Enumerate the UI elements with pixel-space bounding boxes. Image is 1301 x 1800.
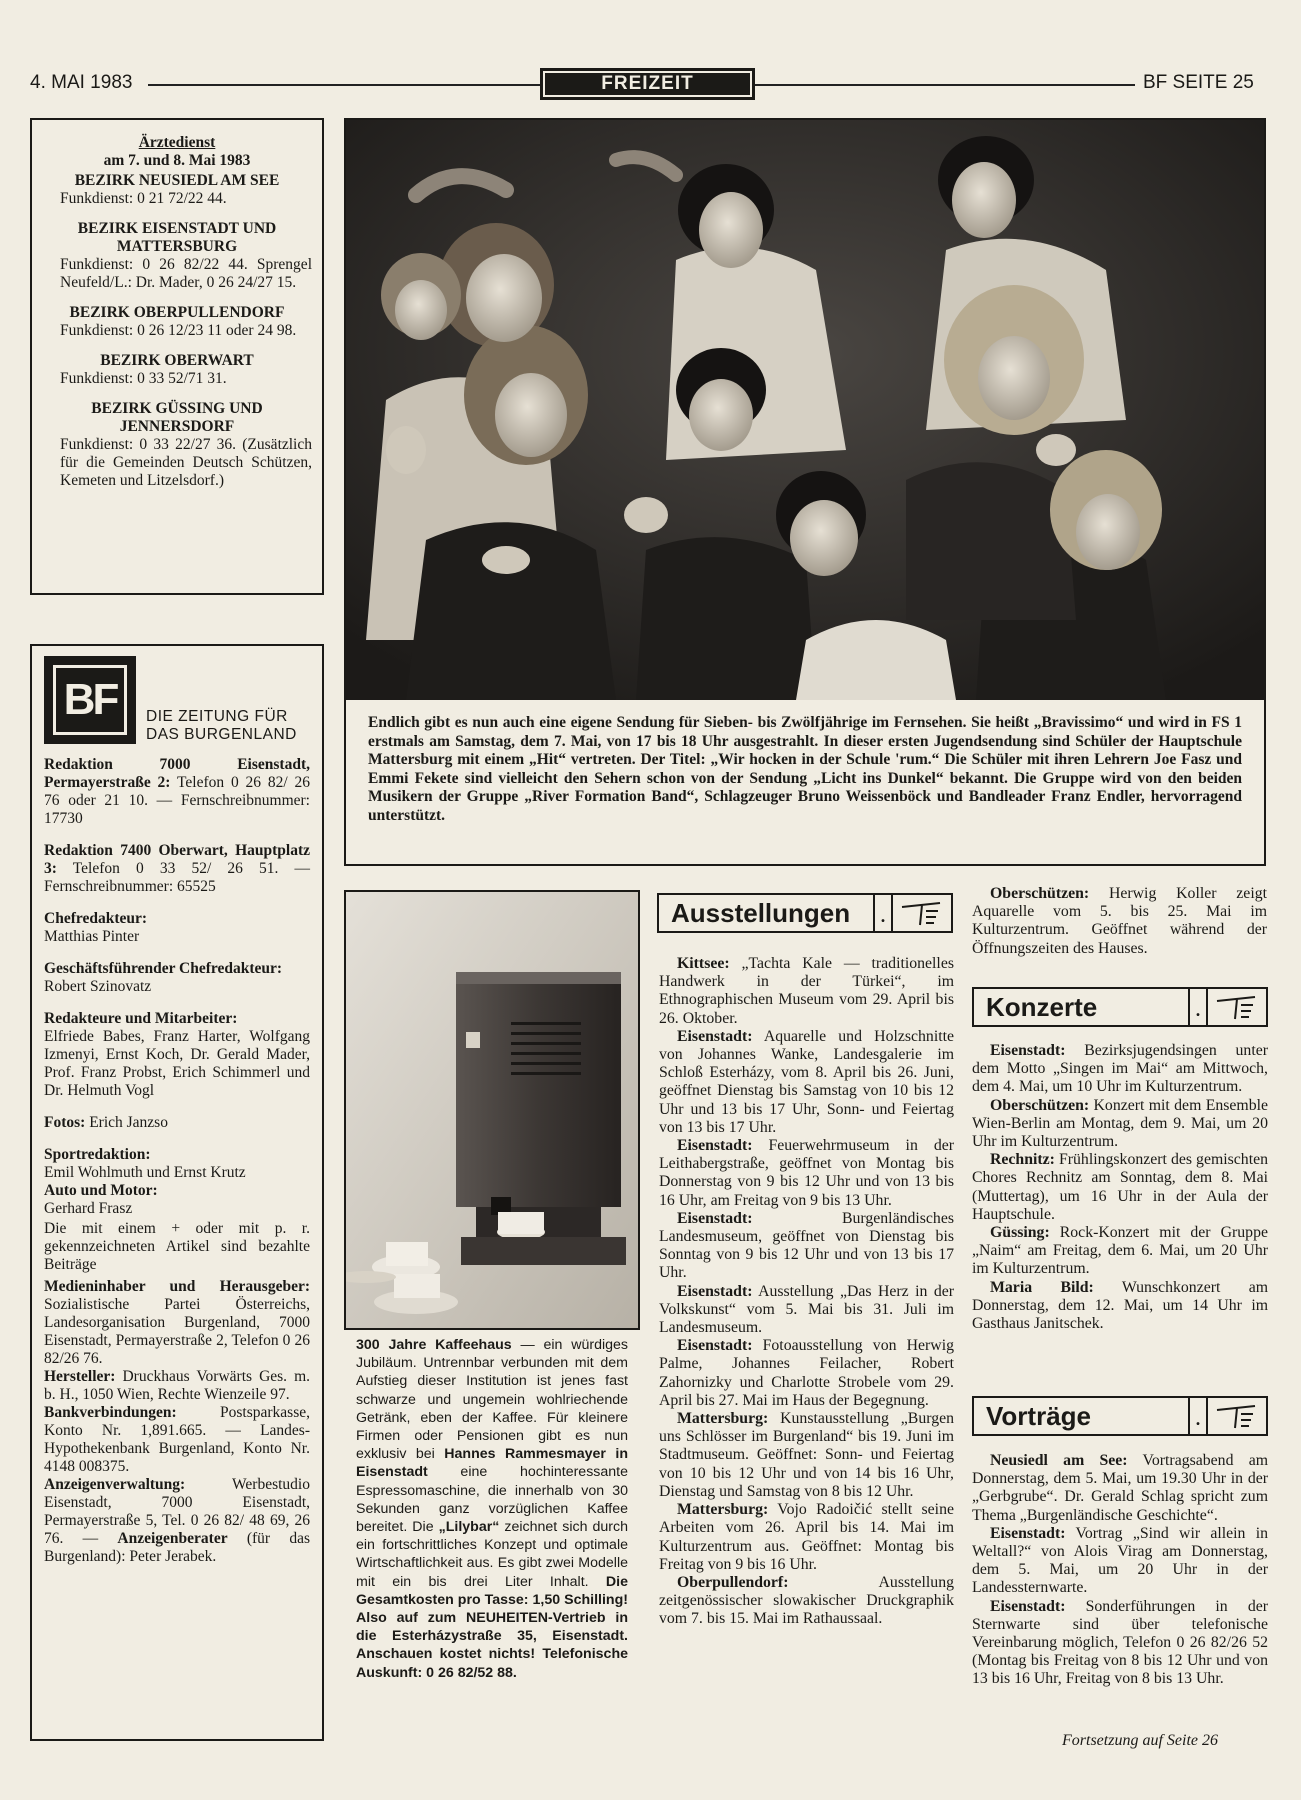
impressum-text: Gerhard Frasz: [44, 1200, 133, 1217]
rubric-dot: .: [1195, 1409, 1201, 1429]
event-item: [659, 1574, 954, 1629]
konzerte-list: [972, 1042, 1268, 1333]
aerztedienst-dates: am 7. und 8. Mai 1983: [103, 152, 251, 169]
bezirk-heading: BEZIRK EISENSTADT UND MATTERSBURG: [77, 220, 277, 255]
bf-logo-text: BF: [53, 665, 127, 735]
impressum-note: Die mit einem + oder mit p. r. gekennzeichneten Artikel sind bezahlte Beiträge: [44, 1220, 310, 1273]
event-item: [972, 885, 1267, 958]
issue-date: 4. MAI 1983: [30, 72, 133, 93]
tagline-line1: DIE ZEITUNG FÜR: [146, 708, 288, 725]
impressum-text: Telefon 0 26 82/ 26 76 oder 21 10. — Fernschreibnummer: 17730: [44, 774, 310, 827]
event-place: Mattersburg:: [677, 1501, 769, 1519]
bf-logo: [44, 656, 136, 744]
impressum-text: Emil Wohlmuth und Ernst Krutz: [44, 1164, 246, 1181]
impressum-text: Matthias Pinter: [44, 928, 140, 945]
event-item: [659, 1337, 954, 1410]
impressum-text: Postsparkasse, Konto Nr. 1,891.665. — Landes-Hypothekenbank Burgenland, Konto Nr. 4148 008375.: [44, 1404, 310, 1475]
event-place: Eisenstadt:: [677, 1137, 753, 1155]
event-text: Wunschkonzert am Donnerstag, dem 12. Mai, um 14 Uhr im Gasthaus Janitschek.: [972, 1278, 1269, 1333]
event-text: Frühlingskonzert des gemischten Chores Rechnitz am Sonntag, dem 8. Mai (Muttertag), um 16 Uhr in der Aula der Hauptschule.: [972, 1151, 1268, 1223]
impressum-label: Redakteure und Mitarbeiter:: [44, 1010, 238, 1027]
event-item: [659, 1501, 954, 1574]
kaffee-highlight: „Lilybar“: [438, 1519, 500, 1536]
event-item: [659, 1028, 954, 1137]
event-text: Ausstellung zeitgenössischer slowakischer Druckgraphik vom 7. bis 15. Mai im Rathaussaal.: [659, 1573, 954, 1628]
bezirk-heading: BEZIRK OBERWART: [100, 352, 254, 369]
main-photo-box: [344, 118, 1266, 866]
impressum-text: Erich Janzso: [89, 1114, 168, 1131]
event-text: Vojo Radoičić stellt seine Arbeiten vom 26. April bis 14. Mai im Kulturzentrum aus. Geöffnet: Montag bis Freitag von 9 bis 16 Uhr.: [659, 1501, 954, 1573]
impressum-label: Fotos:: [44, 1114, 86, 1131]
bezirk-text: Funkdienst: 0 33 52/71 31.: [60, 370, 227, 387]
event-item: [659, 1410, 954, 1501]
event-text: Vortrag „Sind wir allein in Weltall?“ von Alois Virag am Donnerstag, dem 5. Mai, um 20 Uhr in der Landessternwarte.: [972, 1524, 1268, 1597]
event-text: Feuerwehrmuseum in der Leithabergstraße, geöffnet von Montag bis Donnerstag von 9 bis 12 Uhr und von 13 bis 16 Uhr, am Freitag von 9 bis 13 Uhr.: [659, 1137, 954, 1209]
kaffee-highlight: Hannes Rammesmayer in Eisenstadt: [356, 1446, 629, 1481]
event-place: Güssing:: [990, 1224, 1050, 1242]
bezirk-text: Funkdienst: 0 26 82/22 44. Sprengel Neufeld/L.: Dr. Mader, 0 26 24/27 15.: [60, 256, 312, 291]
bezirk-heading: BEZIRK NEUSIEDL AM SEE: [74, 172, 280, 189]
impressum-label: Bankverbindungen:: [44, 1404, 177, 1421]
impressum-label: Auto und Motor:: [44, 1182, 158, 1199]
impressum-text: Druckhaus Vorwärts Ges. m. b. H., 1050 Wien, Rechte Wienzeile 97.: [44, 1368, 310, 1403]
event-place: Eisenstadt:: [677, 1337, 753, 1355]
kaffee-text: zeichnet sich durch ein fortschrittliches Konzept und optimale Wirtschaftlichkeit aus. Es gibt zwei Modelle mit ein bis drei Liter Inhalt.: [356, 1519, 629, 1590]
kaffee-ad-text: [356, 1336, 628, 1682]
impressum-label: Medieninhaber und Herausgeber:: [44, 1278, 310, 1295]
event-item: [972, 1598, 1268, 1689]
event-place: Eisenstadt:: [677, 1282, 753, 1300]
event-place: Eisenstadt:: [990, 1042, 1066, 1059]
event-place: Eisenstadt:: [990, 1524, 1066, 1542]
rubric-label: Konzerte: [974, 989, 1190, 1025]
ressort-label: [540, 68, 755, 100]
event-item: [972, 1097, 1268, 1152]
event-text: Bezirksjugendsingen unter dem Motto „Singen im Mai“ am Mittwoch, dem 4. Mai, um 10 Uhr im Kulturzentrum.: [972, 1042, 1268, 1096]
photo-illustration: [346, 120, 1264, 700]
impressum-label: Redaktion 7000 Eisenstadt, Permayerstraße 2:: [44, 756, 310, 791]
impressum-text: (für das Burgenland): Peter Jerabek.: [44, 1530, 311, 1565]
event-text: Konzert mit dem Ensemble Wien-Berlin am Montag, dem 9. Mai, um 20 Uhr im Kulturzentrum.: [972, 1096, 1269, 1151]
fortsetzung-note: Fortsetzung auf Seite 26: [1062, 1732, 1218, 1749]
impressum-text: Robert Szinovatz: [44, 978, 152, 995]
event-place: Eisenstadt:: [677, 1027, 753, 1045]
ausstellungen-continued: [972, 885, 1267, 958]
event-place: Mattersburg:: [677, 1410, 769, 1428]
tagline-line2: DAS BURGENLAND: [146, 726, 297, 743]
event-item: [972, 1452, 1268, 1525]
event-item: [972, 1151, 1268, 1224]
event-text: Fotoausstellung von Herwig Palme, Johannes Feilacher, Robert Zahornizky und Charlotte Strobele vom 29. April bis 27. Mai im Haus der Begegnung.: [659, 1337, 954, 1409]
aerztedienst-title: Ärztedienst: [138, 134, 216, 151]
impressum-text: Werbestudio Eisenstadt, 7000 Eisenstadt, Permayerstraße 5, Tel. 0 26 82/ 48 69, 26 76. —: [44, 1476, 310, 1547]
ausstellungen-rubric: [657, 893, 953, 933]
konzerte-rubric: [972, 987, 1268, 1027]
impressum-label: Geschäftsführender Chefredakteur:: [44, 960, 283, 977]
event-text: Aquarelle und Holzschnitte von Johannes Wanke, Landesgalerie im Schloß Esterházy, vom 8. April bis 26. Juni, geöffnet Dienstag bis Samstag von 10 bis 12 Uhr und 13 bis 17 Uhr, Sonn- und Feiertag von 13 bis 17 Uhr.: [659, 1027, 955, 1136]
impressum-label: Hersteller:: [44, 1368, 116, 1385]
event-place: Rechnitz:: [990, 1151, 1055, 1169]
impressum-label: Chefredakteur:: [44, 910, 148, 927]
page-number: BF SEITE 25: [1143, 72, 1254, 93]
impressum-text: Sozialistische Partei Österreichs, Landesorganisation Burgenland, 7000 Eisenstadt, Permayerstraße 2, Telefon 0 26 82/26 76.: [44, 1296, 310, 1367]
event-text: „Tachta Kale — traditionelles Handwerk in der Türkei“, im Ethnographischen Museum vom 29. April bis 26. Oktober.: [659, 955, 954, 1027]
impressum-text: Telefon 0 33 52/ 26 51. — Fernschreibnummer: 65525: [44, 860, 310, 895]
impressum-label: Anzeigenverwaltung:: [44, 1476, 186, 1493]
pointing-hand-icon: [891, 895, 951, 931]
event-item: [972, 1279, 1268, 1334]
event-text: Vortragsabend am Donnerstag, dem 5. Mai, um 19.30 Uhr in der „Gerbgrube“. Dr. Gerald Schlag spricht zum Thema „Burgenländische Geschichte“.: [972, 1452, 1269, 1524]
kaffee-headline: 300 Jahre Kaffeehaus: [356, 1337, 512, 1353]
espresso-machine-photo: [346, 892, 638, 1328]
vortraege-rubric: [972, 1396, 1268, 1436]
aerztedienst-box: [30, 118, 324, 595]
event-text: Herwig Koller zeigt Aquarelle vom 5. bis 25. Mai im Kulturzentrum. Geöffnet während der Öffnungszeiten des Hauses.: [972, 885, 1267, 957]
event-item: [659, 1137, 954, 1210]
event-place: Oberschützen:: [990, 885, 1090, 902]
pointing-hand-icon: [1206, 989, 1266, 1025]
event-place: Kittsee:: [677, 955, 730, 972]
event-item: [659, 955, 954, 1028]
children-group-photo: [346, 120, 1264, 700]
ausstellungen-list: [659, 955, 954, 1629]
bezirk-heading: BEZIRK GÜSSING UND JENNERSDORF: [91, 400, 263, 435]
event-item: [659, 1283, 954, 1338]
kaffee-text: eine hochinteressante Espressomaschine, die innerhalb von 30 Sekunden ganz vorzüglichen Kaffee bereitet. Die: [356, 1464, 628, 1536]
event-place: Oberpullendorf:: [677, 1573, 789, 1591]
event-place: Eisenstadt:: [677, 1209, 753, 1227]
bezirk-text: Funkdienst: 0 21 72/22 44.: [60, 190, 227, 207]
event-text: Sonderführungen in der Sternwarte sind über telefonische Vereinbarung möglich, Telefon 0 26 82/26 52 (Montag bis Freitag von 8 bis 12 Uhr und von 13 bis 16 Uhr, Freitag von 8 bis 13 Uhr.: [972, 1597, 1268, 1688]
event-place: Maria Bild:: [990, 1278, 1094, 1296]
event-item: [972, 1525, 1268, 1598]
rubric-dot: .: [1195, 1000, 1201, 1020]
event-place: Eisenstadt:: [990, 1597, 1066, 1615]
event-place: Neusiedl am See:: [990, 1452, 1128, 1469]
bezirk-heading: BEZIRK OBERPULLENDORF: [69, 304, 285, 321]
rubric-label: Vorträge: [974, 1398, 1190, 1434]
rubric-dot: .: [880, 906, 886, 926]
rubric-label: Ausstellungen: [659, 895, 875, 931]
event-item: [659, 1210, 954, 1283]
photo-caption-frame: [346, 700, 1264, 864]
event-item: [972, 1042, 1268, 1097]
kaffee-photo-box: [344, 890, 640, 1330]
impressum-text: Elfriede Babes, Franz Harter, Wolfgang Izmenyi, Ernst Koch, Dr. Gerald Mader, Prof. Franz Probst, Erich Schimmerl und Dr. Helmuth Vogl: [44, 1028, 310, 1099]
impressum-label: Redaktion 7400 Oberwart, Hauptplatz 3:: [44, 842, 310, 877]
kaffee-text: — ein würdiges Jubiläum. Untrennbar verbunden mit dem Aufstieg dieser Institution ist jenes fast schwarze und ungemein wohlriechende Getränk, eben der Kaffee. Für kleinere Firmen oder Pensionen gibt es nun exklusiv bei: [356, 1337, 628, 1463]
ressort-text: FREIZEIT: [545, 73, 750, 95]
header-rule-right: [755, 84, 1135, 86]
kaffee-highlight: Die Gesamtkosten pro Tasse: 1,50 Schilling! Also auf zum NEUHEITEN-Vertrieb in die Esterházystraße 35, Eisenstadt. Anschauen kostet nichts! Telefonische Auskunft: 0 26 82/52 88.: [356, 1573, 628, 1681]
event-item: [972, 1224, 1268, 1279]
impressum-box: [30, 644, 324, 1741]
event-text: Ausstellung „Das Herz in der Volkskunst“ vom 5. Mai bis 31. Juli im Landesmuseum.: [659, 1282, 955, 1337]
impressum-label: Anzeigenberater: [117, 1530, 228, 1547]
event-text: Kunstausstellung „Burgen uns Schlösser im Burgenland“ bis 19. Juni im Stadtmuseum. Geöffnet: Sonn- und Feiertag von 10 bis 12 Uhr und von 14 bis 16 Uhr, Dienstag und Samstag von 8 bis 12 Uhr.: [659, 1410, 955, 1500]
event-text: Burgenländisches Landesmuseum, geöffnet von Dienstag bis Sonntag von 9 bis 12 Uhr und von 13 bis 17 Uhr.: [659, 1209, 954, 1282]
bezirk-text: Funkdienst: 0 26 12/23 11 oder 24 98.: [60, 322, 297, 339]
pointing-hand-icon: [1206, 1398, 1266, 1434]
impressum-label: Sportredaktion:: [44, 1146, 151, 1163]
vortraege-list: [972, 1452, 1268, 1689]
header-rule-left: [148, 84, 540, 86]
event-text: Rock-Konzert mit der Gruppe „Naim“ am Freitag, dem 6. Mai, um 20 Uhr im Kulturzentrum.: [972, 1224, 1268, 1278]
bezirk-text: Funkdienst: 0 33 22/27 36. (Zusätzlich für die Gemeinden Deutsch Schützen, Kemeten und Litzelsdorf.): [60, 436, 312, 489]
photo-caption: Endlich gibt es nun auch eine eigene Sendung für Sieben- bis Zwölfjährige im Fernsehen. Sie heißt „Bravissimo“ und wird in FS 1 erstmals am Samstag, dem 7. Mai, von 17 bis 18 Uhr ausgestrahlt. In dieser ersten Jugendsendung sind Schüler der Hauptschule Mattersburg mit einem „Hit“ vertreten. Der Titel: „Wir hocken in der Schule 'rum.“ Die Schüler mit ihren Lehrern Joe Fasz und Emmi Fekete sind vielleicht den Sehern schon von der Sendung „Licht ins Dunkel“ bekannt. Die Gruppe wird von den beiden Musikern der Gruppe „River Formation Band“, Schlagzeuger Bruno Weissenböck und Bandleader Franz Endler, hervorragend unterstützt.: [368, 714, 1242, 824]
event-place: Oberschützen:: [990, 1096, 1090, 1114]
